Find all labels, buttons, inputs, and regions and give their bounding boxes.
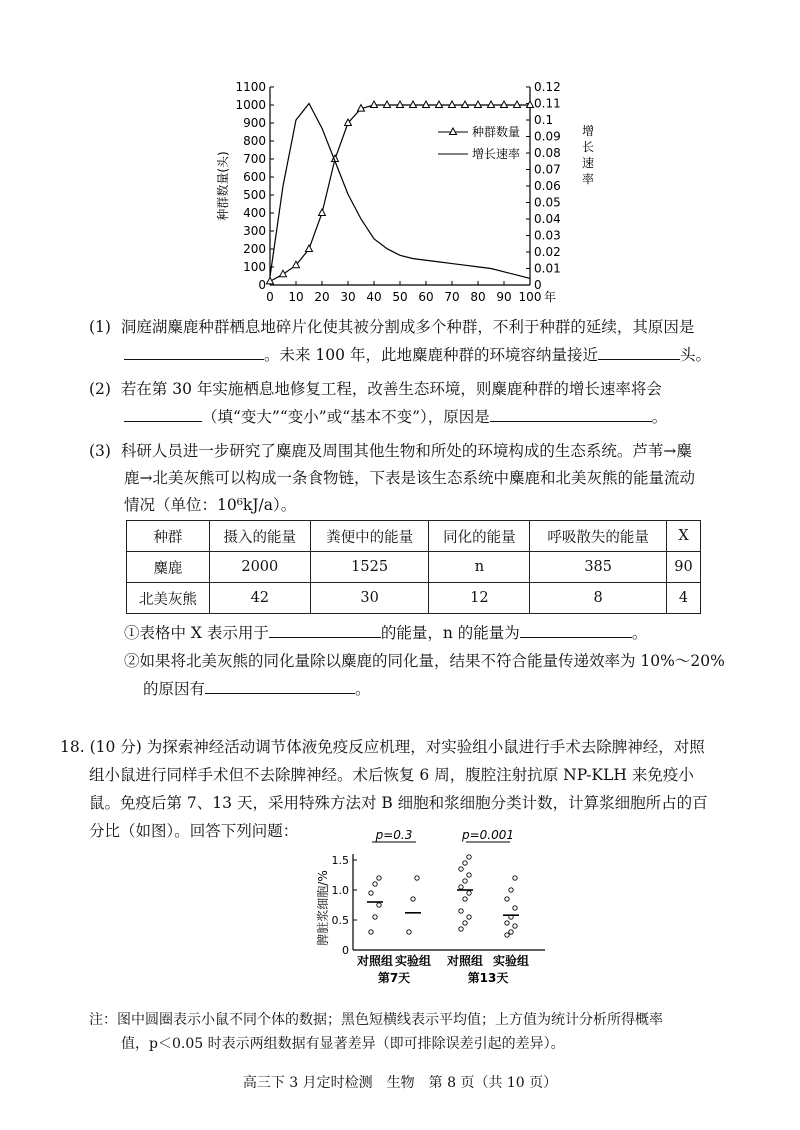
data-point xyxy=(513,924,517,928)
q18-line4: 分比（如图）。回答下列问题： xyxy=(89,822,299,840)
q3-sub1-text-a: ①表格中 X 表示用于 xyxy=(124,624,269,642)
group-label: 实验组 xyxy=(492,954,530,968)
q2-line2 xyxy=(124,406,667,428)
data-point xyxy=(373,915,377,919)
p-value-label: p=0.3 xyxy=(375,828,413,842)
data-point xyxy=(463,897,467,901)
table-cell: 30 xyxy=(310,583,429,614)
day-label: 第13天 xyxy=(467,971,509,985)
q2-text2: （填“变大”“变小”或“基本不变”），原因是 xyxy=(202,408,490,426)
data-point xyxy=(459,909,463,913)
q2-answer-blank2[interactable] xyxy=(490,407,652,422)
data-point xyxy=(459,867,463,871)
data-point xyxy=(505,933,509,937)
right-tick-label: 0.05 xyxy=(534,195,561,210)
population-marker xyxy=(280,270,287,277)
y-tick-label: 1.5 xyxy=(331,854,349,867)
x-tick-label: 60 xyxy=(418,290,434,304)
plasma-cell-chart xyxy=(305,822,555,997)
data-point xyxy=(459,927,463,931)
data-point xyxy=(377,876,381,880)
data-point xyxy=(467,873,471,877)
right-tick-label: 0.08 xyxy=(534,146,561,160)
right-tick-label: 0.04 xyxy=(534,212,561,226)
data-point xyxy=(467,855,471,859)
population-marker xyxy=(306,245,313,252)
x-tick-label: 0 xyxy=(266,290,274,304)
q2-text1: 若在第 30 年实施栖息地修复工程，改善生态环境，则麋鹿种群的增长速率将会 xyxy=(120,380,662,398)
q1-text3: 头。 xyxy=(679,346,711,364)
note-line2: 值，p＜0.05 时表示两组数据有显著差异（即可排除误差引起的差异）。 xyxy=(121,1036,565,1052)
x-tick-label: 70 xyxy=(444,290,460,304)
group-label: 实验组 xyxy=(394,954,432,968)
left-tick-label: 300 xyxy=(243,224,266,238)
left-tick-label: 1100 xyxy=(235,80,266,94)
data-point xyxy=(377,903,381,907)
right-tick-label: 0.01 xyxy=(534,261,561,276)
data-point xyxy=(369,930,373,934)
table-cell: 麋鹿 xyxy=(127,552,210,583)
data-point xyxy=(513,876,517,880)
data-point xyxy=(467,915,471,919)
left-tick-label: 1000 xyxy=(235,98,266,112)
x-tick-label: 10 xyxy=(288,290,304,304)
data-point xyxy=(415,876,419,880)
q2-answer-blank1[interactable] xyxy=(124,407,202,422)
left-tick-label: 800 xyxy=(243,134,266,148)
x-tick-label: 90 xyxy=(496,290,512,304)
data-point xyxy=(505,897,509,901)
legend-rate-label: 增长速率 xyxy=(472,147,521,161)
x-tick-label: 30 xyxy=(340,290,356,304)
x-tick-label: 20 xyxy=(314,290,330,304)
q1-answer-blank1[interactable] xyxy=(124,345,264,360)
q3-text3: 情况（单位：10⁶kJ/a）。 xyxy=(124,496,297,514)
left-axis-label: 种群数量(头) xyxy=(216,151,230,221)
table-cell: n xyxy=(429,552,530,583)
q3-line1 xyxy=(89,440,692,462)
table-cell: 1525 xyxy=(310,552,429,583)
table-header-row xyxy=(127,521,701,552)
right-tick-label: 0.09 xyxy=(534,129,561,144)
population-chart xyxy=(200,75,600,315)
q1-text1: 洞庭湖麋鹿种群栖息地碎片化使其被分割成多个种群，不利于种群的延续，其原因是 xyxy=(120,318,695,336)
population-marker xyxy=(449,101,456,108)
table-header: 粪便中的能量 xyxy=(310,521,429,552)
right-tick-label: 0.03 xyxy=(534,228,561,243)
left-tick-label: 500 xyxy=(243,188,266,202)
q2-line1 xyxy=(89,378,662,400)
q18-line2: 组小鼠进行同样手术但不去除脾神经。术后恢复 6 周，腹腔注射抗原 NP-KLH 来免疫小 xyxy=(89,766,694,784)
table-header: 种群 xyxy=(127,521,210,552)
right-axis-label: 增长速率 xyxy=(582,124,595,186)
q3-number: (3) xyxy=(89,442,111,460)
data-point xyxy=(513,906,517,910)
left-tick-label: 0 xyxy=(258,278,266,292)
legend-population-marker xyxy=(450,128,457,135)
x-tick-label: 80 xyxy=(470,290,486,304)
population-marker xyxy=(501,101,508,108)
population-marker xyxy=(475,101,482,108)
q18-line1: 18. (10 分) 为探索神经活动调节体液免疫反应机理，对实验组小鼠进行手术去除脾神经，对照 xyxy=(60,738,705,756)
right-tick-label: 0.1 xyxy=(534,113,554,127)
q3-sub1-blank1[interactable] xyxy=(269,623,381,638)
q3-text1: 科研人员进一步研究了麋鹿及周围其他生物和所处的环境构成的生态系统。芦苇→麋 xyxy=(120,442,692,460)
data-point xyxy=(467,891,471,895)
q1-number: (1) xyxy=(89,318,111,336)
q1-answer-blank2[interactable] xyxy=(598,345,680,360)
energy-flow-table xyxy=(126,520,701,614)
q18-line3: 鼠。免疫后第 7、13 天，采用特殊方法对 B 细胞和浆细胞分类计数，计算浆细胞所占的百 xyxy=(89,794,708,812)
right-tick-label: 0.12 xyxy=(534,80,561,94)
population-marker xyxy=(384,101,391,108)
note-line1: 注：图中圆圈表示小鼠不同个体的数据；黑色短横线表示平均值；上方值为统计分析所得概率 xyxy=(89,1012,663,1028)
data-point xyxy=(463,879,467,883)
q1-text2: 。未来 100 年，此地麋鹿种群的环境容纳量接近 xyxy=(264,346,598,364)
population-marker xyxy=(371,101,378,108)
population-marker xyxy=(397,101,404,108)
q3-sub1-text-b: 的能量，n 的能量为 xyxy=(380,624,520,642)
group-label: 对照组 xyxy=(446,954,484,968)
q3-sub2-text-b: 的原因有 xyxy=(143,680,206,698)
population-marker xyxy=(514,101,521,108)
q3-sub1 xyxy=(124,622,647,644)
left-tick-label: 100 xyxy=(243,260,266,274)
left-tick-label: 900 xyxy=(243,116,266,130)
right-tick-label: 0.11 xyxy=(534,96,561,111)
group-label: 对照组 xyxy=(356,954,394,968)
right-tick-label: 0.06 xyxy=(534,179,561,193)
q3-sub2-line2 xyxy=(143,678,371,700)
data-point xyxy=(407,930,411,934)
q3-sub2-blank[interactable] xyxy=(205,679,355,694)
table-header: 摄入的能量 xyxy=(209,521,310,552)
right-tick-label: 0.07 xyxy=(534,162,561,177)
table-cell: 2000 xyxy=(209,552,310,583)
q2-text3: 。 xyxy=(651,408,668,426)
population-marker xyxy=(527,101,534,108)
p-value-label: p=0.001 xyxy=(461,828,515,842)
x-tick-label: 40 xyxy=(366,290,382,304)
left-tick-label: 200 xyxy=(243,242,266,256)
data-point xyxy=(369,891,373,895)
table-row xyxy=(127,583,701,614)
data-point xyxy=(463,921,467,925)
data-point xyxy=(463,861,467,865)
q3-text2: 鹿→北美灰熊可以构成一条食物链，下表是该生态系统中麋鹿和北美灰熊的能量流动 xyxy=(124,469,695,487)
day-label: 第7天 xyxy=(377,971,411,985)
table-cell: 90 xyxy=(667,552,701,583)
population-marker xyxy=(319,209,326,216)
data-point xyxy=(459,885,463,889)
q3-sub2-text-c: 。 xyxy=(355,680,371,698)
q1-line2 xyxy=(124,344,711,366)
table-cell: 8 xyxy=(530,583,667,614)
q2-number: (2) xyxy=(89,380,111,398)
y-tick-label: 1.0 xyxy=(331,884,349,897)
table-header: X xyxy=(667,521,701,552)
y-tick-label: 0.5 xyxy=(331,914,349,927)
q1-line1 xyxy=(89,316,694,338)
q3-sub2-line1: ②如果将北美灰熊的同化量除以麋鹿的同化量，结果不符合能量传递效率为 10%～20% xyxy=(124,652,725,670)
table-header: 呼吸散失的能量 xyxy=(530,521,667,552)
data-point xyxy=(411,897,415,901)
population-marker xyxy=(436,101,443,108)
x-unit-label: 年 xyxy=(544,290,557,304)
legend-population-label: 种群数量 xyxy=(472,125,521,139)
right-tick-label: 0.02 xyxy=(534,245,561,259)
left-tick-label: 400 xyxy=(243,206,266,220)
data-point xyxy=(509,930,513,934)
population-marker xyxy=(410,101,417,108)
x-tick-label: 100 xyxy=(518,290,542,304)
note xyxy=(89,1008,663,1056)
q3-sub1-text-c: 。 xyxy=(631,624,648,642)
population-marker xyxy=(488,101,495,108)
data-point xyxy=(505,921,509,925)
left-tick-label: 700 xyxy=(243,152,266,166)
data-point xyxy=(373,882,377,886)
table-cell: 42 xyxy=(209,583,310,614)
table-cell: 385 xyxy=(530,552,667,583)
x-tick-label: 50 xyxy=(392,290,408,304)
table-cell: 北美灰熊 xyxy=(127,583,210,614)
page-footer: 高三下 3 月定时检测 生物 第 8 页（共 10 页） xyxy=(242,1075,558,1091)
y-axis-label: 脾脏浆细胞/% xyxy=(316,870,330,946)
population-marker xyxy=(462,101,469,108)
table-row xyxy=(127,552,701,583)
data-point xyxy=(509,888,513,892)
left-tick-label: 600 xyxy=(243,170,266,184)
right-tick-label: 0 xyxy=(534,278,542,292)
population-marker xyxy=(423,101,430,108)
y-tick-label: 0 xyxy=(342,944,349,957)
q3-sub1-blank2[interactable] xyxy=(520,623,632,638)
table-cell: 4 xyxy=(667,583,701,614)
table-cell: 12 xyxy=(429,583,530,614)
table-header: 同化的能量 xyxy=(429,521,530,552)
